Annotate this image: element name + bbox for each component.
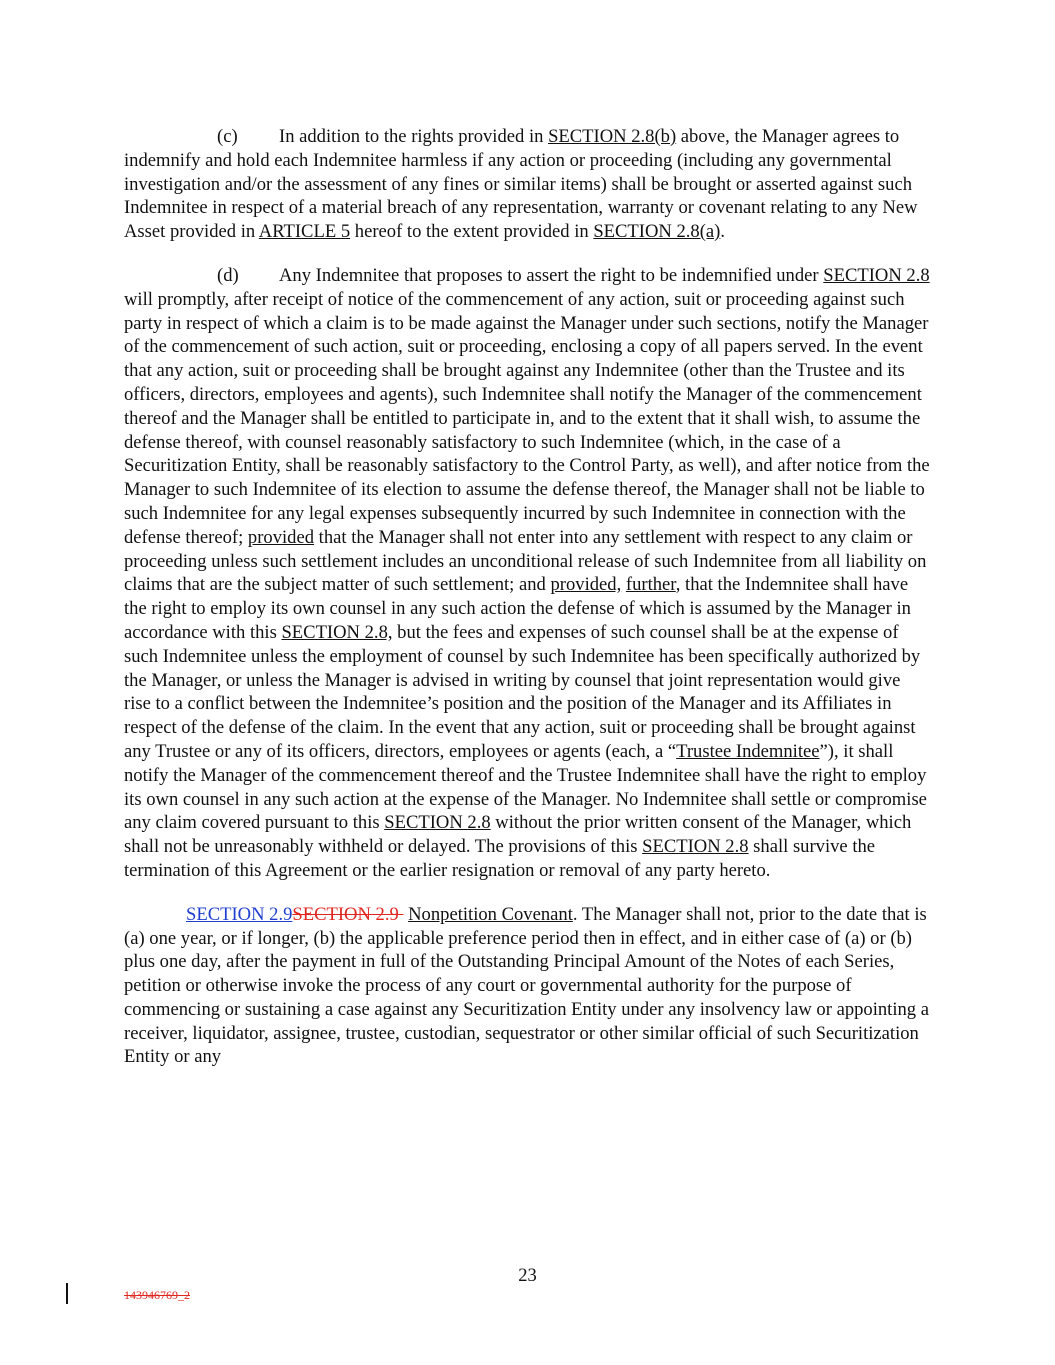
cross-reference-section-2-8[interactable]: SECTION 2.8,	[281, 621, 393, 643]
paragraph-d	[124, 264, 930, 883]
text-run: The Manager shall not, prior to the date that is (a) one year, or if longer, (b) the applicable preference period then in effect, and in either case of (a) or (b) plus one day, after the payment in full of the Outstanding Principal Amount of the Notes of each Series, petition or otherwise invoke the process of any court or governmental authority for the purpose of commencing or sustaining a case against any Securitization Entity under any insolvency law or appointing a receiver, liquidator, assignee, trustee, custodian, sequestrator or other similar official of such Securitization Entity or any	[124, 903, 929, 1068]
text-run: shall survive the termination of this Agreement or the earlier resignation or removal of any party hereto.	[124, 836, 876, 881]
text-run: without the prior written consent of the Manager, which shall not be unreasonably withheld or delayed. The provisions of this	[124, 812, 912, 858]
inserted-section-heading[interactable]: SECTION 2.9	[186, 903, 293, 925]
section-title: Nonpetition Covenant	[408, 903, 573, 925]
underlined-term-further: further	[625, 574, 676, 596]
text-run: will promptly, after receipt of notice of the commencement of any action, suit or proceeding against such party in respect of which a claim is to be made against the Manager under such sections, notify the Manager of the commencement of such action, suit or proceeding, enclosing a copy of all papers served. In the event that any action, suit or proceeding shall be brought against any Indemnitee (other than the Trustee and its officers, directors, employees and agents), such Indemnitee shall notify the Manager of the commencement thereof and the Manager shall be entitled to participate in, and to the extent that it shall wish, to assume the defense thereof, with counsel reasonably satisfactory to such Indemnitee (which, in the case of a Securitization Entity, shall be reasonably satisfactory to the Control Party, as well), and after notice from the Manager to such Indemnitee of its election to assume the defense thereof, the Manager shall not be liable to such Indemnitee for any legal expenses subsequently incurred by such Indemnitee in connection with the defense thereof;	[124, 288, 930, 548]
cross-reference-section-2-8-a[interactable]: SECTION 2.8(a)	[593, 221, 721, 243]
defined-term-trustee-indemnitee: Trustee Indemnitee	[676, 740, 820, 762]
underlined-term-provided: provided	[247, 526, 315, 548]
text-run: hereof to the extent provided in	[350, 221, 594, 243]
text-run: Any Indemnitee that proposes to assert the right to be indemnified under	[279, 264, 824, 286]
text-run: but the fees and expenses of such counsel shall be at the expense of such Indemnitee unless the employment of counsel by such Indemnitee has been specifically authorized by the Manager, or unless the Manager is advised in writing by counsel that joint representation would give rise to a conflict between the Indemnitee’s position and the position of the Manager and its Affiliates in respect of the defense of the claim. In the event that any action, suit or proceeding shall be brought against any Trustee or any of its officers, directors, employees or agents (each, a “	[124, 621, 921, 762]
cross-reference-section-2-8-b[interactable]: SECTION 2.8(b)	[548, 126, 677, 147]
revision-change-bar	[66, 1283, 68, 1304]
section-2-9-paragraph	[124, 903, 930, 1070]
paragraph-label-c: (c)	[217, 126, 238, 147]
text-run: .	[720, 221, 726, 243]
deleted-spacer	[399, 904, 404, 925]
paragraph-c	[124, 125, 930, 244]
text-run: , that the Indemnitee shall have the right to employ its own counsel in any such action the defense of which is assumed by the Manager in accordance with this	[124, 574, 911, 643]
text-run: .	[572, 903, 578, 925]
text-run: In addition to the rights provided in	[279, 126, 549, 147]
document-id: 143946769_2	[124, 1288, 190, 1302]
cross-reference-section-2-8[interactable]: SECTION 2.8	[642, 836, 749, 858]
deleted-section-heading: SECTION 2.9	[292, 903, 399, 925]
text-run: ”), it shall notify the Manager of the commencement thereof and the Trustee Indemnitee shall have the right to employ its own counsel in any such action at the expense of the Manager. No Indemnitee shall settle or compromise any claim covered pursuant to this	[124, 740, 927, 834]
cross-reference-section-2-8[interactable]: SECTION 2.8	[384, 812, 491, 834]
paragraph-label-d: (d)	[217, 264, 239, 286]
document-body	[124, 125, 930, 1069]
page-number: 23	[518, 1265, 537, 1286]
text-run: that the Manager shall not enter into any settlement with respect to any claim or proceeding unless such settlement includes an unconditional release of such Indemnitee from all liability on claims that are the subject matter of such settlement; and	[124, 526, 927, 596]
cross-reference-article-5[interactable]: ARTICLE 5	[258, 221, 351, 243]
text-run: above, the Manager agrees to indemnify and hold each Indemnitee harmless if any action or proceeding (including any governmental investigation and/or the assessment of any fines or similar items) shall be brought or asserted against such Indemnitee in respect of a material breach of any representation, warranty or covenant relating to any New Asset provided in	[124, 126, 918, 243]
underlined-term-provided-2: provided,	[550, 574, 622, 596]
cross-reference-section-2-8[interactable]: SECTION 2.8	[823, 264, 930, 286]
